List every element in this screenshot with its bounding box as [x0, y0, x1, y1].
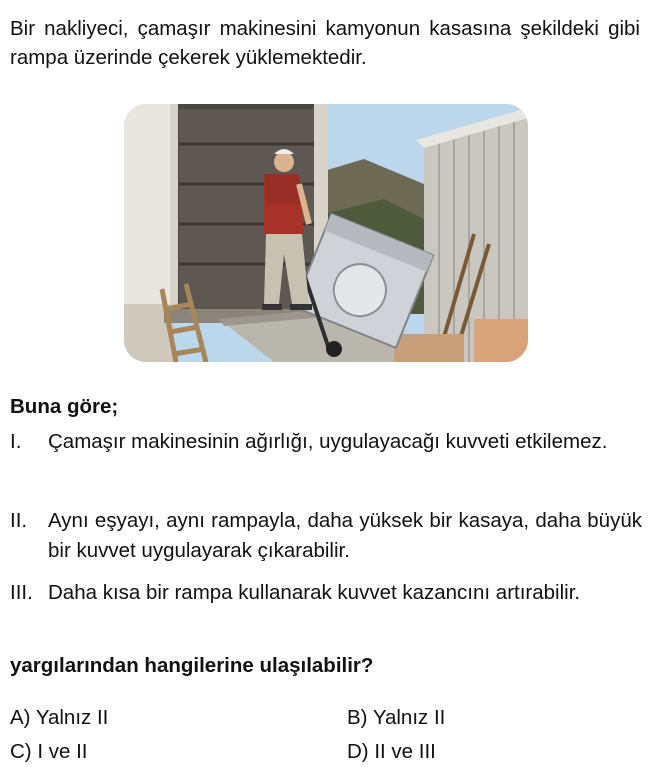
statement-3-number: III. [10, 581, 33, 604]
option-b[interactable]: B) Yalnız II [347, 706, 446, 729]
option-a[interactable]: A) Yalnız II [10, 706, 109, 729]
statement-3 [10, 578, 642, 608]
statement-3-text: Daha kısa bir rampa kullanarak kuvvet kazancını artırabilir. [48, 581, 581, 604]
statement-2-text: Aynı eşyayı, aynı rampayla, daha yüksek bir kasaya, daha büyük bir kuvvet uygulayarak çıkarabilir. [48, 509, 642, 562]
lead-text: Buna göre; [10, 395, 119, 418]
ramp-loading-photo [124, 104, 528, 362]
statement-1 [10, 427, 642, 457]
question-intro: Bir nakliyeci, çamaşır makinesini kamyonun kasasına şekildeki gibi rampa üzerinde çekerek yüklemektedir. [10, 17, 640, 69]
option-c[interactable]: C) I ve II [10, 740, 88, 763]
statement-1-number: I. [10, 430, 22, 453]
statement-2-number: II. [10, 509, 28, 532]
statement-1-text: Çamaşır makinesinin ağırlığı, uygulayacağı kuvveti etkilemez. [48, 430, 608, 453]
question-prompt: yargılarından hangilerine ulaşılabilir? [10, 654, 374, 677]
photo-illustration [124, 104, 528, 362]
option-d[interactable]: D) II ve III [347, 740, 436, 763]
statement-2 [10, 506, 642, 566]
